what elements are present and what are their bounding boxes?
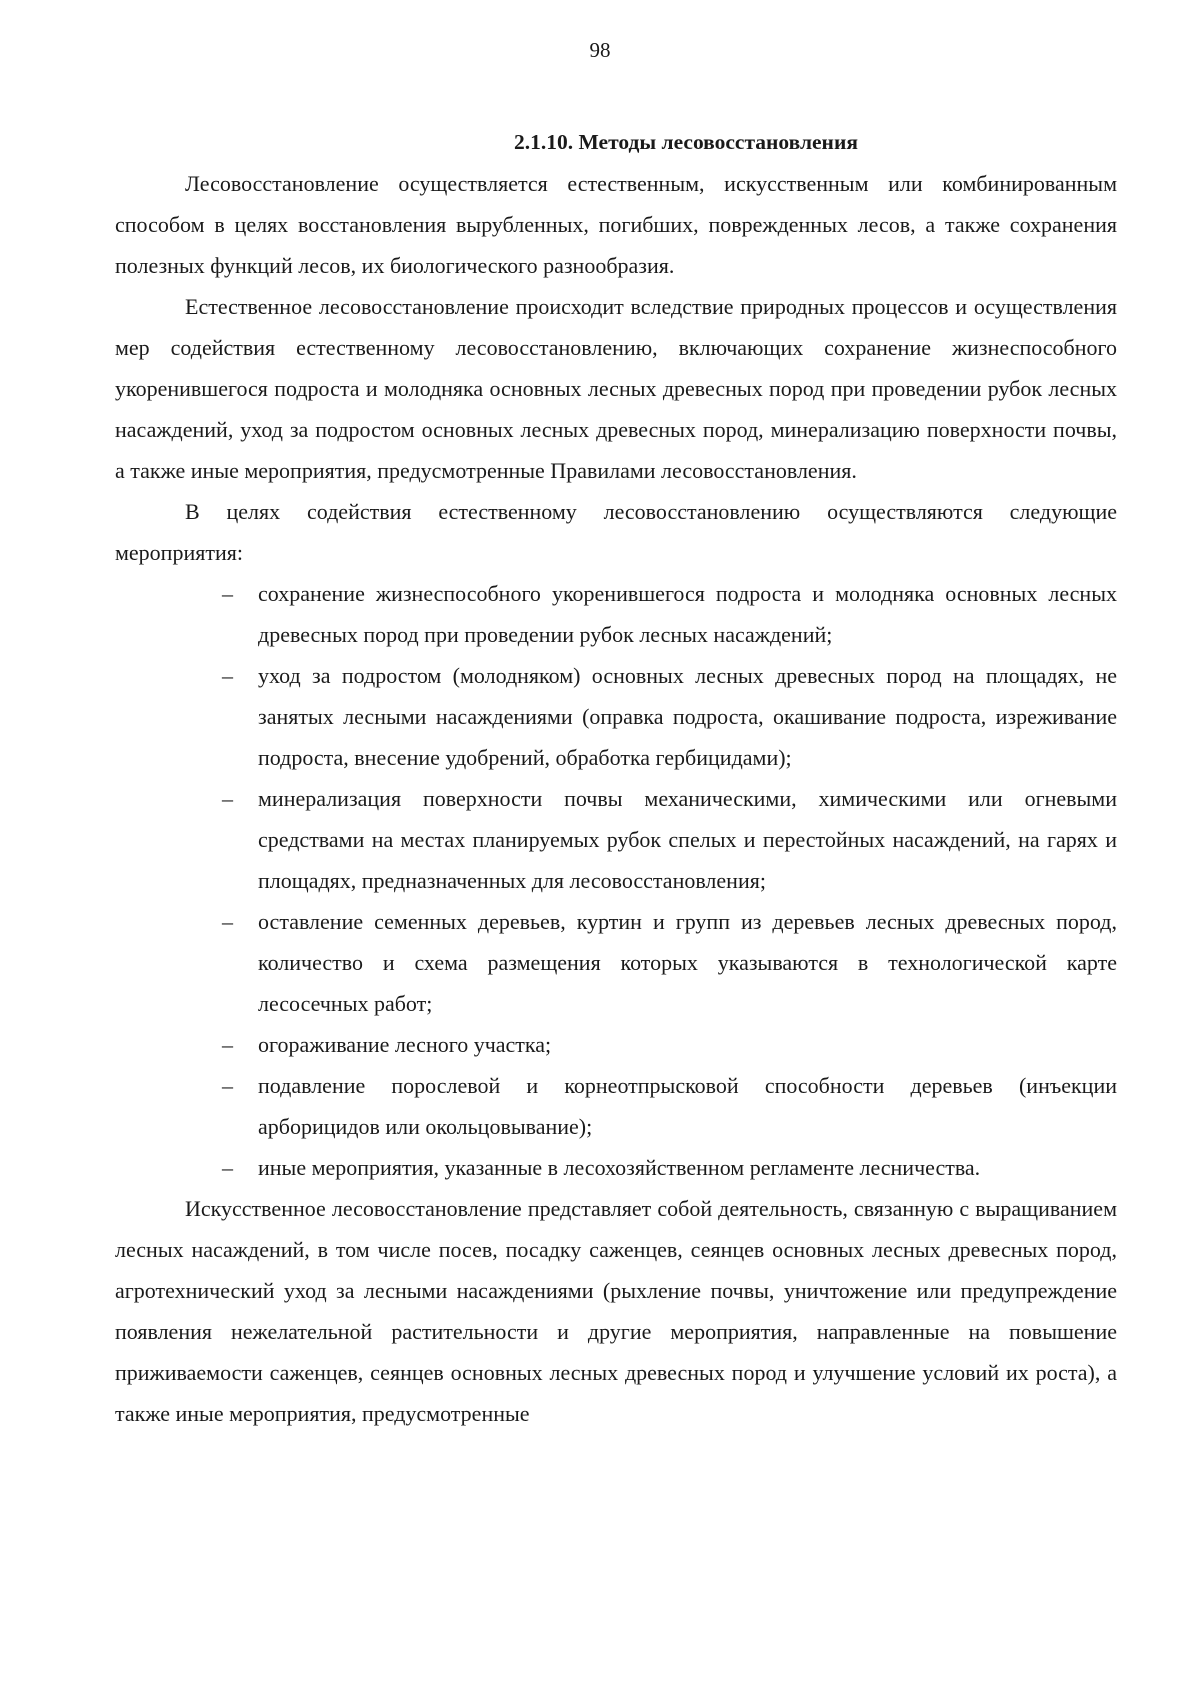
list-item-text: оставление семенных деревьев, куртин и групп из деревьев лесных древесных пород, количество и схема размещения которых указываются в технологической карте лесосечных работ; [258, 909, 1117, 1016]
dash-bullet-icon: – [222, 581, 233, 606]
paragraph-natural-regeneration: Естественное лесовосстановление происходит вследствие природных процессов и осуществления мер содействия естественному лесовосстановлению, включающих сохранение жизнеспособного укоренившегося подроста и молодняка основных лесных древесных пород при проведении рубок лесных насаждений, уход за подростом основных лесных древесных пород, минерализацию поверхности почвы, а также иные мероприятия, предусмотренные Правилами лесовосстановления. [115, 294, 1117, 483]
dash-bullet-icon: – [222, 1032, 233, 1057]
measures-list [115, 573, 1117, 1188]
dash-bullet-icon: – [222, 1073, 233, 1098]
section-title: 2.1.10. Методы лесовосстановления [514, 130, 858, 154]
list-item-text: минерализация поверхности почвы механическими, химическими или огневыми средствами на местах планируемых рубок спелых и перестойных насаждений, на гарях и площадях, предназначенных для лесовосстановления; [258, 786, 1117, 893]
dash-bullet-icon: – [222, 909, 233, 934]
list-item-text: огораживание лесного участка; [258, 1032, 552, 1057]
list-item [115, 1147, 1117, 1188]
dash-bullet-icon: – [222, 786, 233, 811]
dash-bullet-icon: – [222, 1155, 233, 1180]
paragraph-measures-lead: В целях содействия естественному лесовосстановлению осуществляются следующие мероприятия: [115, 499, 1117, 565]
paragraph-intro: Лесовосстановление осуществляется естественным, искусственным или комбинированным способом в целях восстановления вырубленных, погибших, поврежденных лесов, а также сохранения полезных функций лесов, их биологического разнообразия. [115, 171, 1117, 278]
paragraph-artificial-regeneration: Искусственное лесовосстановление представляет собой деятельность, связанную с выращиванием лесных насаждений, в том числе посев, посадку саженцев, сеянцев основных лесных древесных пород, агротехнический уход за лесными насаждениями (рыхление почвы, уничтожение или предупреждение появления нежелательной растительности и другие мероприятия, направленные на повышение приживаемости саженцев, сеянцев основных лесных древесных пород и улучшение условий их роста), а также иные мероприятия, предусмотренные [115, 1196, 1117, 1426]
list-item-text: иные мероприятия, указанные в лесохозяйственном регламенте лесничества. [258, 1155, 981, 1180]
list-item [115, 901, 1117, 1024]
list-item-text: подавление порослевой и корнеотпрысковой способности деревьев (инъекции арборицидов или окольцовывание); [258, 1073, 1117, 1139]
list-item [115, 1065, 1117, 1147]
page-number: 98 [589, 38, 611, 62]
page-content [115, 122, 1117, 1434]
list-item [115, 1024, 1117, 1065]
list-item [115, 573, 1117, 655]
list-item-text: уход за подростом (молодняком) основных лесных древесных пород на площадях, не занятых лесными насаждениями (оправка подроста, окашивание подроста, изреживание подроста, внесение удобрений, обработка гербицидами); [258, 663, 1117, 770]
list-item-text: сохранение жизнеспособного укоренившегося подроста и молодняка основных лесных древесных пород при проведении рубок лесных насаждений; [258, 581, 1117, 647]
dash-bullet-icon: – [222, 663, 233, 688]
list-item [115, 655, 1117, 778]
list-item [115, 778, 1117, 901]
